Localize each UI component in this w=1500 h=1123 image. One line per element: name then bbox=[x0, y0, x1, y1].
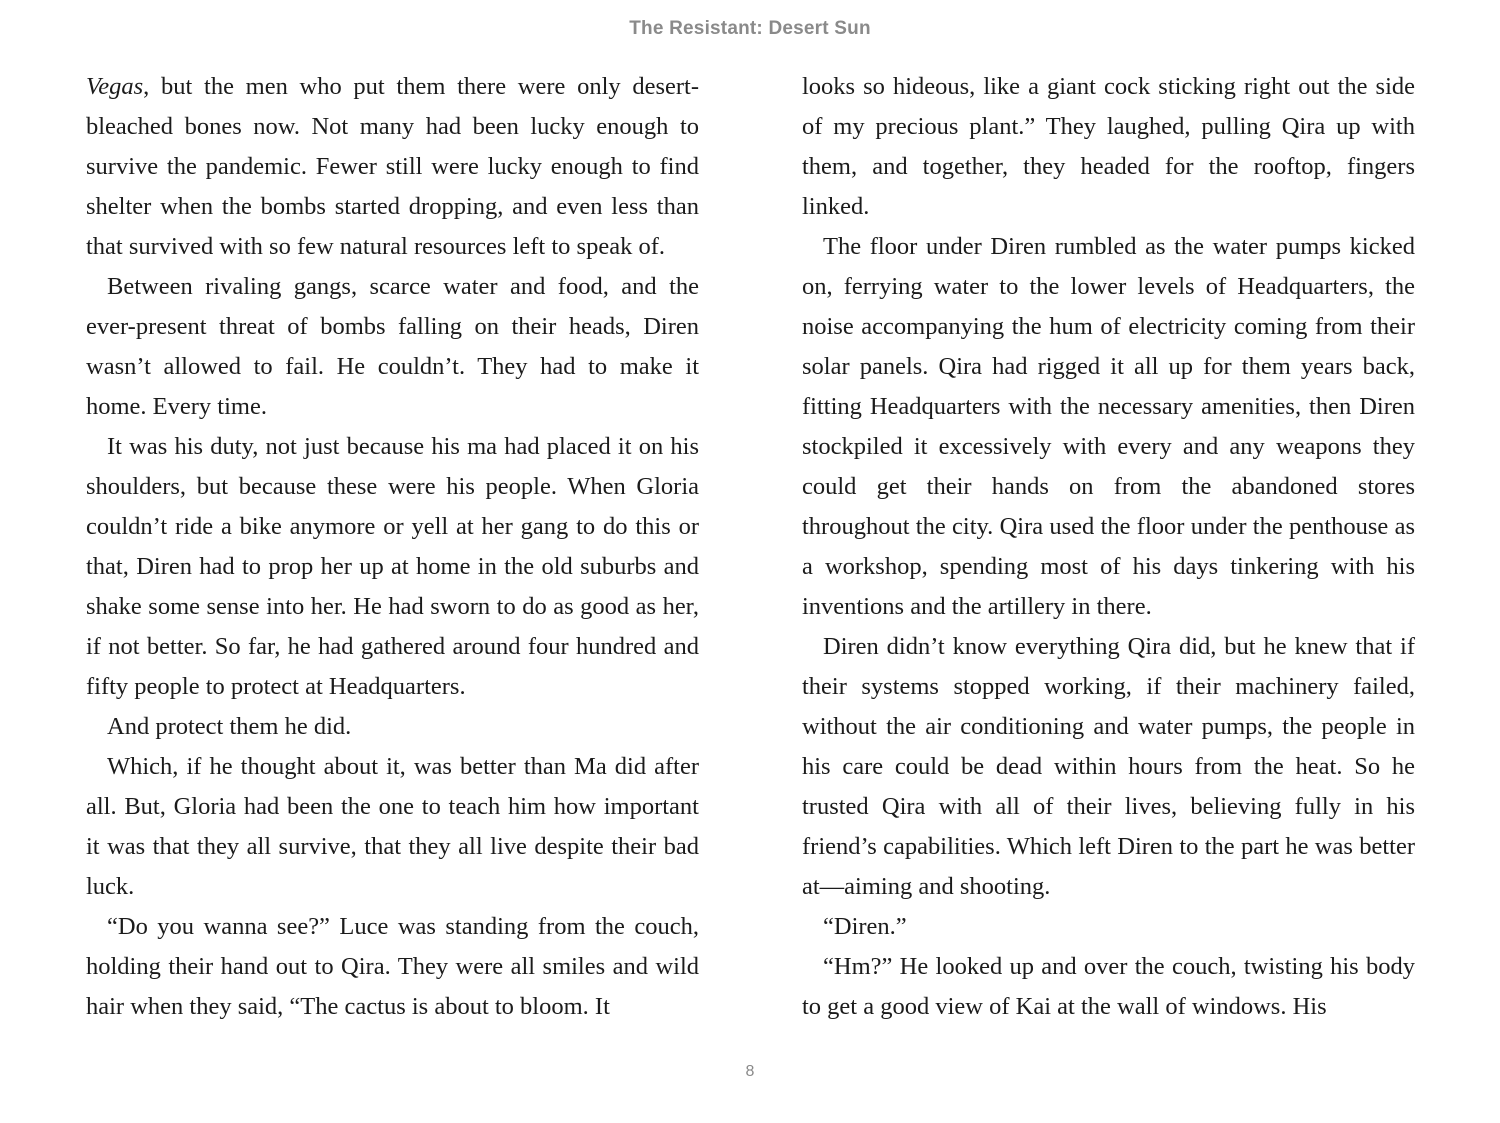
page-number: 8 bbox=[745, 1063, 755, 1080]
paragraph-text: , but the men who put them there were only desert-bleached bones now. Not many had been lucky enough to survive the pandemic. Fewer still were lucky enough to find shelter when the bombs started dropping, and even less than that survived with so few natural resources left to speak of. bbox=[86, 73, 699, 260]
paragraph: And protect them he did. bbox=[107, 713, 352, 740]
paragraph: “Do you wanna see?” Luce was standing from the couch, holding their hand out to Qira. They were all smiles and wild hair when they said, “The cactus is about to bloom. It bbox=[86, 913, 699, 1020]
paragraph: Diren didn’t know everything Qira did, but he knew that if their systems stopped working, if their machinery failed, without the air conditioning and water pumps, the people in his care could be dead within hours from the heat. So he trusted Qira with all of their lives, believing fully in his friend’s capabilities. Which left Diren to the part he was better at—aiming and shooting. bbox=[802, 633, 1415, 900]
paragraph: Which, if he thought about it, was better than Ma did after all. But, Gloria had been the one to teach him how important it was that they all survive, that they all live despite their bad luck. bbox=[86, 753, 699, 900]
paragraph bbox=[86, 67, 699, 267]
paragraph: looks so hideous, like a giant cock sticking right out the side of my precious plant.” They laughed, pulling Qira up with them, and together, they headed for the rooftop, fingers linked. bbox=[802, 73, 1415, 220]
paragraph: “Diren.” bbox=[823, 913, 907, 940]
paragraph: The floor under Diren rumbled as the water pumps kicked on, ferrying water to the lower levels of Headquarters, the noise accompanying the hum of electricity coming from their solar panels. Qira had rigged it all up for them years back, fitting Headquarters with the necessary amenities, then Diren stockpiled it excessively with every and any weapons they could get their hands on from the abandoned stores throughout the city. Qira used the floor under the penthouse as a workshop, spending most of his days tinkering with his inventions and the artillery in there. bbox=[802, 233, 1415, 620]
paragraph: Between rivaling gangs, scarce water and food, and the ever-present threat of bombs falling on their heads, Diren wasn’t allowed to fail. He couldn’t. They had to make it home. Every time. bbox=[86, 273, 699, 420]
italic-word: Vegas bbox=[86, 73, 144, 100]
right-column bbox=[802, 67, 1415, 1027]
left-column bbox=[86, 67, 699, 1027]
paragraph: It was his duty, not just because his ma had placed it on his shoulders, but because these were his people. When Gloria couldn’t ride a bike anymore or yell at her gang to do this or that, Diren had to prop her up at home in the old suburbs and shake some sense into her. He had sworn to do as good as her, if not better. So far, he had gathered around four hundred and fifty people to protect at Headquarters. bbox=[86, 433, 699, 700]
paragraph: “Hm?” He looked up and over the couch, twisting his body to get a good view of Kai at the wall of windows. His bbox=[802, 953, 1415, 1020]
book-title: The Resistant: Desert Sun bbox=[629, 18, 871, 39]
